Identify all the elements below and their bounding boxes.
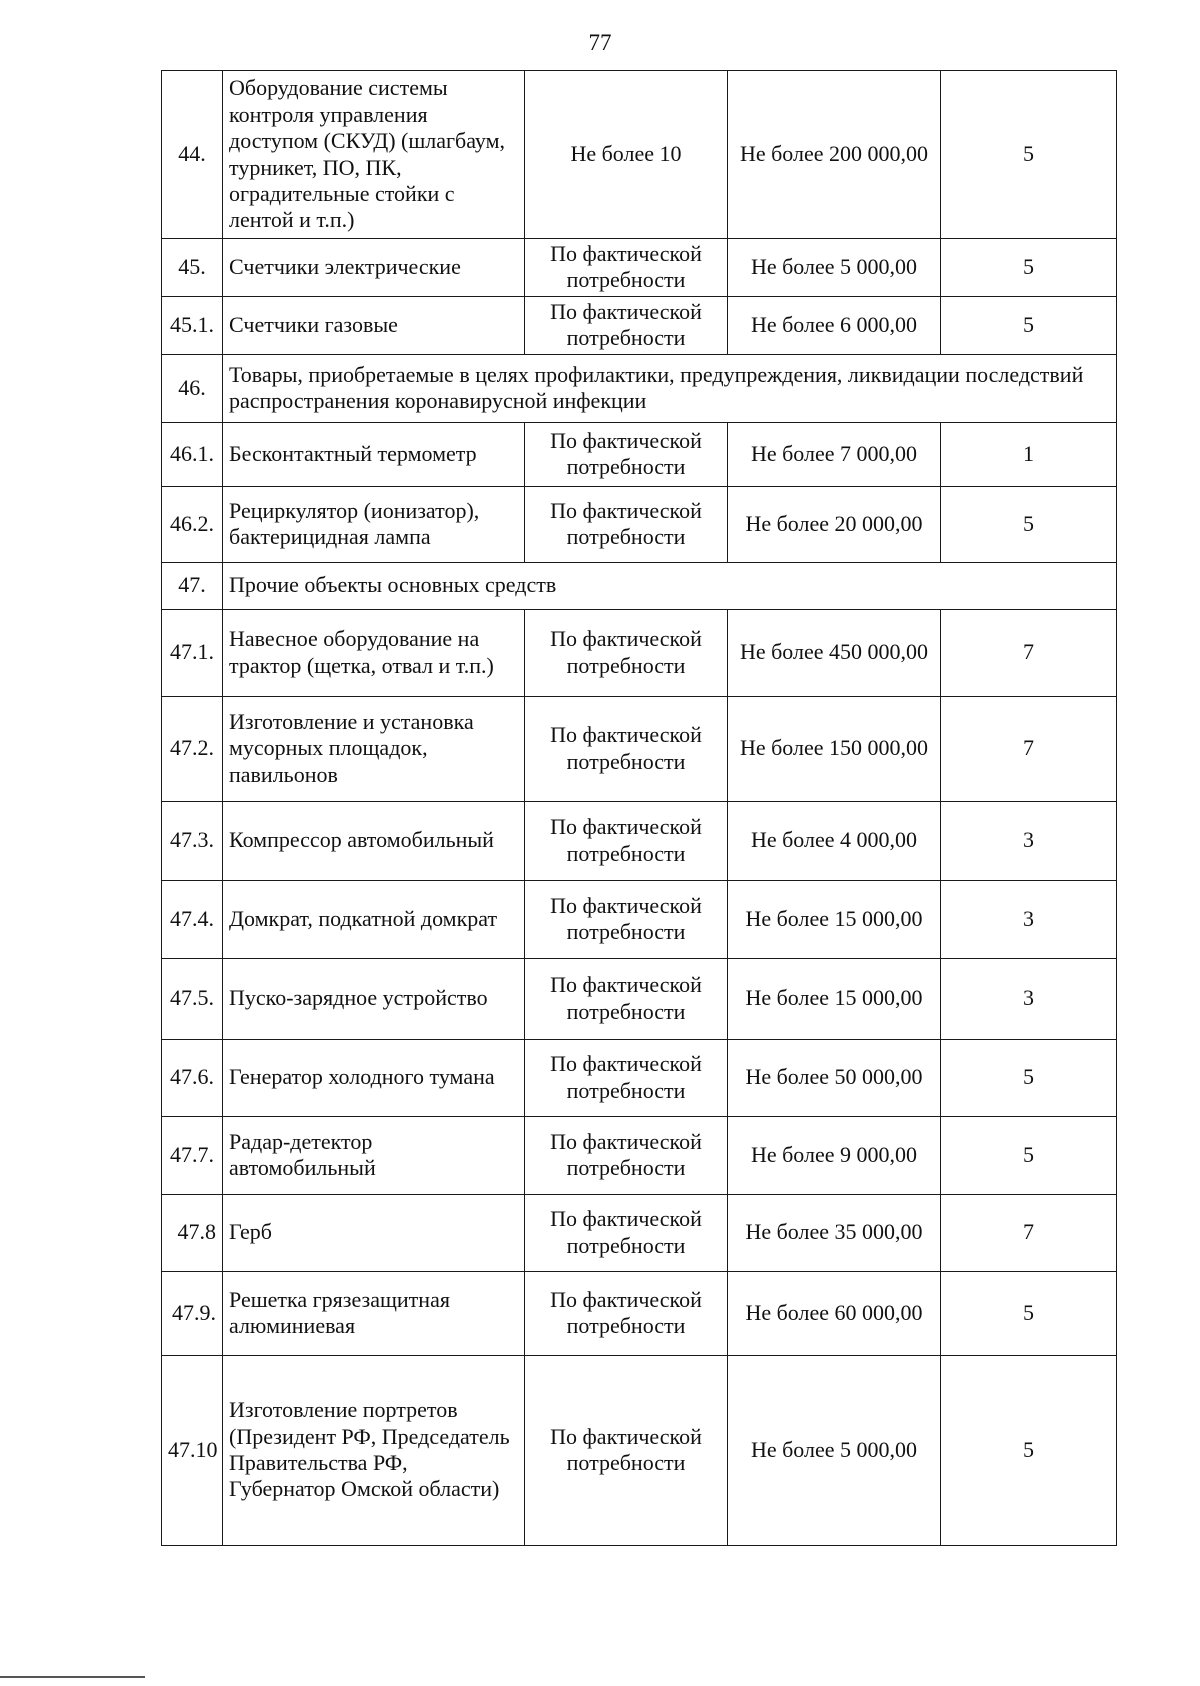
item-name: Генератор холодного тумана — [223, 1039, 525, 1116]
table-row — [162, 801, 1117, 880]
item-name: Счетчики газовые — [223, 296, 525, 354]
row-number: 47.2. — [162, 696, 223, 801]
item-name: Компрессор автомобильный — [223, 801, 525, 880]
item-quantity: По фактической потребности — [525, 422, 728, 486]
item-term: 3 — [941, 958, 1117, 1039]
item-price: Не более 50 000,00 — [728, 1039, 941, 1116]
item-term: 5 — [941, 1271, 1117, 1355]
item-name: Решетка грязезащитная алюминиевая — [223, 1271, 525, 1355]
row-number: 44. — [162, 71, 223, 239]
item-name: Домкрат, подкатной домкрат — [223, 880, 525, 958]
section-number: 47. — [162, 562, 223, 609]
item-price: Не более 7 000,00 — [728, 422, 941, 486]
item-quantity: По фактической потребности — [525, 880, 728, 958]
table-row — [162, 71, 1117, 239]
table-row — [162, 486, 1117, 562]
item-name: Изготовление портретов (Президент РФ, Председатель Правительства РФ, Губернатор Омской области) — [223, 1355, 525, 1545]
item-quantity: По фактической потребности — [525, 239, 728, 297]
item-name: Герб — [223, 1194, 525, 1271]
row-number: 47.5. — [162, 958, 223, 1039]
item-term: 5 — [941, 1355, 1117, 1545]
table-row — [162, 1039, 1117, 1116]
item-term: 3 — [941, 880, 1117, 958]
row-number: 47.6. — [162, 1039, 223, 1116]
item-name: Счетчики электрические — [223, 239, 525, 297]
section-number: 46. — [162, 354, 223, 422]
item-price: Не более 150 000,00 — [728, 696, 941, 801]
item-term: 7 — [941, 1194, 1117, 1271]
row-number: 47.10 — [162, 1355, 223, 1545]
item-quantity: По фактической потребности — [525, 1355, 728, 1545]
item-price: Не более 20 000,00 — [728, 486, 941, 562]
item-price: Не более 450 000,00 — [728, 609, 941, 696]
item-term: 1 — [941, 422, 1117, 486]
item-name: Пуско-зарядное устройство — [223, 958, 525, 1039]
scan-edge-line — [0, 1676, 145, 1678]
item-price: Не более 6 000,00 — [728, 296, 941, 354]
section-row — [162, 354, 1117, 422]
row-number: 47.9. — [162, 1271, 223, 1355]
item-price: Не более 15 000,00 — [728, 880, 941, 958]
item-quantity: По фактической потребности — [525, 609, 728, 696]
table-row — [162, 958, 1117, 1039]
item-name: Изготовление и установка мусорных площадок, павильонов — [223, 696, 525, 801]
section-title: Товары, приобретаемые в целях профилактики, предупреждения, ликвидации последствий распространения коронавирусной инфекции — [223, 354, 1117, 422]
item-price: Не более 4 000,00 — [728, 801, 941, 880]
item-price: Не более 5 000,00 — [728, 1355, 941, 1545]
table-row — [162, 696, 1117, 801]
table-row — [162, 239, 1117, 297]
item-name: Рециркулятор (ионизатор), бактерицидная лампа — [223, 486, 525, 562]
item-price: Не более 200 000,00 — [728, 71, 941, 239]
table-row — [162, 1271, 1117, 1355]
item-quantity: По фактической потребности — [525, 801, 728, 880]
item-price: Не более 60 000,00 — [728, 1271, 941, 1355]
item-quantity: По фактической потребности — [525, 696, 728, 801]
item-term: 5 — [941, 296, 1117, 354]
row-number: 46.2. — [162, 486, 223, 562]
item-quantity: По фактической потребности — [525, 1039, 728, 1116]
item-name: Радар-детектор автомобильный — [223, 1116, 525, 1194]
row-number: 46.1. — [162, 422, 223, 486]
row-number: 47.3. — [162, 801, 223, 880]
row-number: 47.7. — [162, 1116, 223, 1194]
item-price: Не более 9 000,00 — [728, 1116, 941, 1194]
row-number: 47.4. — [162, 880, 223, 958]
row-number: 47.8 — [162, 1194, 223, 1271]
table-row — [162, 296, 1117, 354]
row-number: 45. — [162, 239, 223, 297]
table-row — [162, 609, 1117, 696]
item-quantity: По фактической потребности — [525, 958, 728, 1039]
item-quantity: По фактической потребности — [525, 296, 728, 354]
table-row — [162, 422, 1117, 486]
item-price: Не более 15 000,00 — [728, 958, 941, 1039]
item-term: 3 — [941, 801, 1117, 880]
table-row — [162, 1194, 1117, 1271]
page-number: 77 — [588, 30, 612, 55]
item-term: 7 — [941, 609, 1117, 696]
item-quantity: По фактической потребности — [525, 1194, 728, 1271]
item-term: 5 — [941, 1116, 1117, 1194]
item-term: 5 — [941, 486, 1117, 562]
item-price: Не более 5 000,00 — [728, 239, 941, 297]
item-name: Навесное оборудование на трактор (щетка, отвал и т.п.) — [223, 609, 525, 696]
item-name: Оборудование системы контроля управления доступом (СКУД) (шлагбаум, турникет, ПО, ПК, оградительные стойки с лентой и т.п.) — [223, 71, 525, 239]
item-term: 7 — [941, 696, 1117, 801]
row-number: 45.1. — [162, 296, 223, 354]
item-price: Не более 35 000,00 — [728, 1194, 941, 1271]
item-quantity: По фактической потребности — [525, 1271, 728, 1355]
item-term: 5 — [941, 1039, 1117, 1116]
specification-table — [161, 70, 1117, 1546]
item-quantity: По фактической потребности — [525, 486, 728, 562]
section-title: Прочие объекты основных средств — [223, 562, 1117, 609]
item-quantity: По фактической потребности — [525, 1116, 728, 1194]
item-term: 5 — [941, 71, 1117, 239]
row-number: 47.1. — [162, 609, 223, 696]
item-name: Бесконтактный термометр — [223, 422, 525, 486]
item-term: 5 — [941, 239, 1117, 297]
table-row — [162, 1116, 1117, 1194]
item-quantity: Не более 10 — [525, 71, 728, 239]
table-row — [162, 880, 1117, 958]
table-row — [162, 1355, 1117, 1545]
section-row — [162, 562, 1117, 609]
